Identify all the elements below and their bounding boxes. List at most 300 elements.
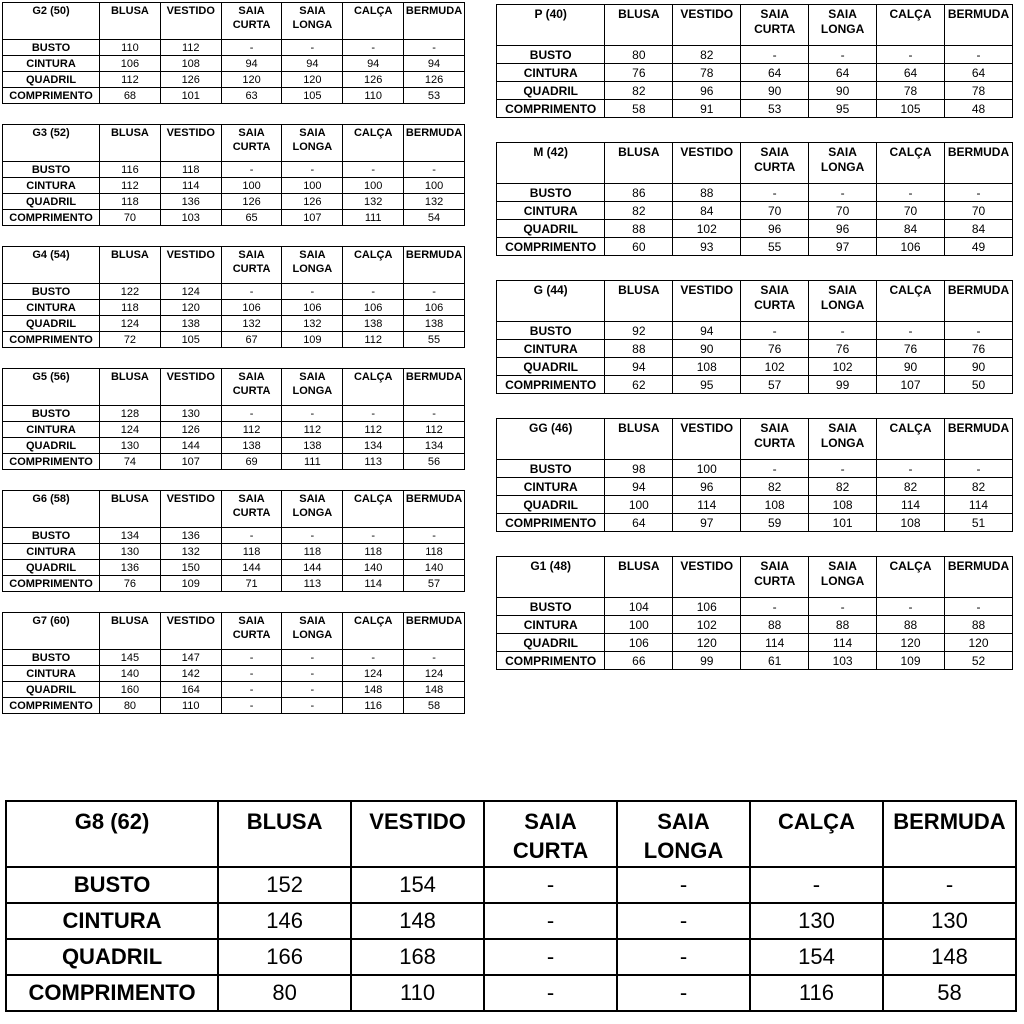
value-cell: 88 xyxy=(605,340,673,358)
value-cell: 116 xyxy=(343,698,404,714)
column-header-bermuda: BERMUDA xyxy=(404,613,465,650)
table-size-label: M (42) xyxy=(497,143,605,184)
value-cell: 58 xyxy=(605,100,673,118)
table-row-quadril xyxy=(3,438,465,454)
value-cell: 82 xyxy=(944,478,1012,496)
value-cell: 90 xyxy=(877,358,945,376)
table-row-comprimento xyxy=(497,514,1013,532)
value-cell: 57 xyxy=(741,376,809,394)
value-cell: 132 xyxy=(221,316,282,332)
value-cell: 71 xyxy=(221,576,282,592)
value-cell: 96 xyxy=(673,82,741,100)
value-cell: - xyxy=(404,284,465,300)
column-header-bermuda: BERMUDA xyxy=(404,125,465,162)
value-cell: 90 xyxy=(809,82,877,100)
value-cell: 111 xyxy=(282,454,343,470)
value-cell: - xyxy=(877,322,945,340)
column-header-saia-longa: SAIA LONGA xyxy=(282,369,343,406)
row-label-quadril: QUADRIL xyxy=(3,438,100,454)
column-header-saia-curta: SAIA CURTA xyxy=(221,125,282,162)
value-cell: - xyxy=(343,40,404,56)
value-cell: 54 xyxy=(404,210,465,226)
value-cell: 124 xyxy=(404,666,465,682)
column-header-saia-longa: SAIA LONGA xyxy=(809,5,877,46)
value-cell: 101 xyxy=(160,88,221,104)
value-cell: 62 xyxy=(605,376,673,394)
table-size-label: G7 (60) xyxy=(3,613,100,650)
value-cell: 80 xyxy=(218,975,351,1011)
value-cell: 102 xyxy=(741,358,809,376)
column-header-blusa: BLUSA xyxy=(218,801,351,867)
value-cell: - xyxy=(877,460,945,478)
value-cell: 140 xyxy=(343,560,404,576)
bottom-table-container xyxy=(5,800,1017,1012)
value-cell: 96 xyxy=(673,478,741,496)
column-header-blusa: BLUSA xyxy=(100,125,161,162)
column-header-vestido: VESTIDO xyxy=(160,125,221,162)
value-cell: 126 xyxy=(221,194,282,210)
value-cell: - xyxy=(282,40,343,56)
value-cell: - xyxy=(282,528,343,544)
row-label-comprimento: COMPRIMENTO xyxy=(497,238,605,256)
value-cell: - xyxy=(944,460,1012,478)
value-cell: 70 xyxy=(741,202,809,220)
value-cell: 120 xyxy=(877,634,945,652)
value-cell: 134 xyxy=(404,438,465,454)
value-cell: 94 xyxy=(221,56,282,72)
value-cell: - xyxy=(221,40,282,56)
column-header-bermuda: BERMUDA xyxy=(404,491,465,528)
table-size-label: G8 (62) xyxy=(6,801,218,867)
value-cell: - xyxy=(343,284,404,300)
value-cell: 118 xyxy=(221,544,282,560)
table-row-busto xyxy=(497,184,1013,202)
value-cell: 88 xyxy=(741,616,809,634)
value-cell: 116 xyxy=(750,975,883,1011)
value-cell: 100 xyxy=(673,460,741,478)
value-cell: 114 xyxy=(944,496,1012,514)
row-label-busto: BUSTO xyxy=(3,650,100,666)
column-header-vestido: VESTIDO xyxy=(160,491,221,528)
value-cell: 102 xyxy=(673,220,741,238)
size-table-g1-48 xyxy=(496,556,1013,670)
column-header-calca: CALÇA xyxy=(877,281,945,322)
value-cell: 168 xyxy=(351,939,484,975)
value-cell: 64 xyxy=(809,64,877,82)
column-header-calca: CALÇA xyxy=(877,5,945,46)
value-cell: 132 xyxy=(343,194,404,210)
value-cell: 80 xyxy=(605,46,673,64)
value-cell: 120 xyxy=(160,300,221,316)
row-label-comprimento: COMPRIMENTO xyxy=(3,210,100,226)
value-cell: 114 xyxy=(809,634,877,652)
column-header-saia-curta: SAIA CURTA xyxy=(221,3,282,40)
column-header-bermuda: BERMUDA xyxy=(883,801,1016,867)
value-cell: - xyxy=(484,903,617,939)
column-header-bermuda: BERMUDA xyxy=(404,247,465,284)
value-cell: 95 xyxy=(809,100,877,118)
value-cell: 74 xyxy=(100,454,161,470)
table-row-quadril xyxy=(497,220,1013,238)
table-row-quadril xyxy=(3,682,465,698)
value-cell: 51 xyxy=(944,514,1012,532)
column-header-vestido: VESTIDO xyxy=(673,5,741,46)
value-cell: 100 xyxy=(221,178,282,194)
table-row-busto xyxy=(3,528,465,544)
value-cell: 50 xyxy=(944,376,1012,394)
column-header-vestido: VESTIDO xyxy=(673,557,741,598)
value-cell: 94 xyxy=(673,322,741,340)
table-row-cintura xyxy=(3,544,465,560)
table-row-quadril xyxy=(497,496,1013,514)
value-cell: 144 xyxy=(282,560,343,576)
value-cell: 65 xyxy=(221,210,282,226)
value-cell: 138 xyxy=(221,438,282,454)
value-cell: - xyxy=(221,284,282,300)
value-cell: 126 xyxy=(160,422,221,438)
value-cell: 100 xyxy=(282,178,343,194)
value-cell: 60 xyxy=(605,238,673,256)
value-cell: 134 xyxy=(100,528,161,544)
value-cell: - xyxy=(282,406,343,422)
row-label-comprimento: COMPRIMENTO xyxy=(3,454,100,470)
value-cell: 138 xyxy=(343,316,404,332)
column-header-saia-curta: SAIA CURTA xyxy=(221,247,282,284)
value-cell: 124 xyxy=(100,422,161,438)
value-cell: 84 xyxy=(673,202,741,220)
row-label-comprimento: COMPRIMENTO xyxy=(3,576,100,592)
table-row-quadril xyxy=(3,316,465,332)
value-cell: 93 xyxy=(673,238,741,256)
value-cell: 61 xyxy=(741,652,809,670)
column-header-saia-longa: SAIA LONGA xyxy=(809,143,877,184)
value-cell: 107 xyxy=(282,210,343,226)
value-cell: 88 xyxy=(605,220,673,238)
table-row-comprimento xyxy=(3,454,465,470)
value-cell: 114 xyxy=(877,496,945,514)
size-table-g7-60 xyxy=(2,612,465,714)
value-cell: 103 xyxy=(160,210,221,226)
value-cell: 90 xyxy=(741,82,809,100)
row-label-quadril: QUADRIL xyxy=(3,316,100,332)
column-header-saia-curta: SAIA CURTA xyxy=(741,143,809,184)
value-cell: 66 xyxy=(605,652,673,670)
table-row-comprimento xyxy=(3,576,465,592)
value-cell: 100 xyxy=(404,178,465,194)
value-cell: 94 xyxy=(605,478,673,496)
value-cell: 99 xyxy=(673,652,741,670)
value-cell: 94 xyxy=(404,56,465,72)
value-cell: - xyxy=(741,184,809,202)
value-cell: 110 xyxy=(160,698,221,714)
column-header-blusa: BLUSA xyxy=(100,369,161,406)
value-cell: - xyxy=(741,46,809,64)
column-header-saia-longa: SAIA LONGA xyxy=(617,801,750,867)
table-row-busto xyxy=(3,162,465,178)
table-row-cintura xyxy=(497,616,1013,634)
value-cell: 166 xyxy=(218,939,351,975)
column-header-saia-curta: SAIA CURTA xyxy=(484,801,617,867)
value-cell: - xyxy=(484,975,617,1011)
value-cell: 76 xyxy=(741,340,809,358)
size-table-gg-46 xyxy=(496,418,1013,532)
table-row-comprimento xyxy=(497,100,1013,118)
column-header-saia-curta: SAIA CURTA xyxy=(741,419,809,460)
value-cell: 106 xyxy=(673,598,741,616)
value-cell: 48 xyxy=(944,100,1012,118)
table-row-quadril xyxy=(6,939,1016,975)
value-cell: 106 xyxy=(282,300,343,316)
value-cell: 120 xyxy=(673,634,741,652)
value-cell: - xyxy=(221,528,282,544)
row-label-busto: BUSTO xyxy=(497,322,605,340)
value-cell: 70 xyxy=(100,210,161,226)
value-cell: - xyxy=(282,698,343,714)
value-cell: 124 xyxy=(100,316,161,332)
column-header-blusa: BLUSA xyxy=(605,281,673,322)
value-cell: 134 xyxy=(343,438,404,454)
value-cell: - xyxy=(877,46,945,64)
value-cell: 116 xyxy=(100,162,161,178)
value-cell: 107 xyxy=(877,376,945,394)
column-header-blusa: BLUSA xyxy=(100,491,161,528)
table-row-cintura xyxy=(3,422,465,438)
table-row-comprimento xyxy=(497,652,1013,670)
value-cell: 109 xyxy=(282,332,343,348)
table-size-label: G (44) xyxy=(497,281,605,322)
column-header-vestido: VESTIDO xyxy=(673,419,741,460)
value-cell: 113 xyxy=(343,454,404,470)
value-cell: 80 xyxy=(100,698,161,714)
row-label-cintura: CINTURA xyxy=(3,422,100,438)
table-row-comprimento xyxy=(3,88,465,104)
value-cell: - xyxy=(809,46,877,64)
row-label-quadril: QUADRIL xyxy=(3,72,100,88)
value-cell: 130 xyxy=(160,406,221,422)
value-cell: 132 xyxy=(404,194,465,210)
value-cell: 84 xyxy=(877,220,945,238)
column-header-blusa: BLUSA xyxy=(605,419,673,460)
row-label-cintura: CINTURA xyxy=(497,616,605,634)
row-label-cintura: CINTURA xyxy=(497,64,605,82)
table-row-busto xyxy=(6,867,1016,903)
value-cell: 110 xyxy=(343,88,404,104)
value-cell: 112 xyxy=(404,422,465,438)
row-label-cintura: CINTURA xyxy=(3,300,100,316)
column-header-bermuda: BERMUDA xyxy=(944,143,1012,184)
value-cell: 78 xyxy=(877,82,945,100)
value-cell: 118 xyxy=(100,194,161,210)
value-cell: 55 xyxy=(404,332,465,348)
value-cell: 88 xyxy=(673,184,741,202)
value-cell: - xyxy=(809,598,877,616)
value-cell: 126 xyxy=(282,194,343,210)
column-header-calca: CALÇA xyxy=(750,801,883,867)
row-label-busto: BUSTO xyxy=(3,406,100,422)
column-header-vestido: VESTIDO xyxy=(673,143,741,184)
value-cell: - xyxy=(944,598,1012,616)
value-cell: 107 xyxy=(160,454,221,470)
value-cell: 126 xyxy=(404,72,465,88)
table-row-quadril xyxy=(3,560,465,576)
value-cell: - xyxy=(221,666,282,682)
value-cell: 105 xyxy=(160,332,221,348)
value-cell: 132 xyxy=(160,544,221,560)
size-table-g8-62 xyxy=(5,800,1017,1012)
row-label-busto: BUSTO xyxy=(6,867,218,903)
value-cell: 145 xyxy=(100,650,161,666)
row-label-busto: BUSTO xyxy=(3,284,100,300)
value-cell: 136 xyxy=(100,560,161,576)
table-size-label: G5 (56) xyxy=(3,369,100,406)
row-label-comprimento: COMPRIMENTO xyxy=(3,698,100,714)
value-cell: 104 xyxy=(605,598,673,616)
value-cell: 106 xyxy=(877,238,945,256)
row-label-quadril: QUADRIL xyxy=(6,939,218,975)
value-cell: 64 xyxy=(877,64,945,82)
value-cell: 102 xyxy=(673,616,741,634)
value-cell: - xyxy=(282,284,343,300)
value-cell: 88 xyxy=(809,616,877,634)
value-cell: 109 xyxy=(160,576,221,592)
value-cell: 76 xyxy=(100,576,161,592)
value-cell: 58 xyxy=(883,975,1016,1011)
value-cell: - xyxy=(221,682,282,698)
table-size-label: G6 (58) xyxy=(3,491,100,528)
row-label-cintura: CINTURA xyxy=(497,340,605,358)
value-cell: 112 xyxy=(282,422,343,438)
value-cell: 63 xyxy=(221,88,282,104)
row-label-comprimento: COMPRIMENTO xyxy=(497,100,605,118)
table-row-cintura xyxy=(3,300,465,316)
size-table-g2-50 xyxy=(2,2,465,104)
value-cell: 99 xyxy=(809,376,877,394)
row-label-busto: BUSTO xyxy=(497,598,605,616)
value-cell: 150 xyxy=(160,560,221,576)
table-row-busto xyxy=(3,406,465,422)
table-row-busto xyxy=(3,284,465,300)
value-cell: - xyxy=(404,528,465,544)
column-header-saia-longa: SAIA LONGA xyxy=(809,557,877,598)
value-cell: - xyxy=(809,322,877,340)
left-table-column xyxy=(2,2,465,734)
column-header-vestido: VESTIDO xyxy=(160,3,221,40)
value-cell: 132 xyxy=(282,316,343,332)
table-row-busto xyxy=(497,46,1013,64)
value-cell: 114 xyxy=(343,576,404,592)
column-header-saia-longa: SAIA LONGA xyxy=(282,613,343,650)
value-cell: 90 xyxy=(673,340,741,358)
value-cell: 112 xyxy=(343,422,404,438)
value-cell: 106 xyxy=(605,634,673,652)
value-cell: 49 xyxy=(944,238,1012,256)
table-size-label: G4 (54) xyxy=(3,247,100,284)
column-header-vestido: VESTIDO xyxy=(351,801,484,867)
column-header-calca: CALÇA xyxy=(343,3,404,40)
table-row-comprimento xyxy=(497,376,1013,394)
column-header-saia-curta: SAIA CURTA xyxy=(221,613,282,650)
value-cell: 160 xyxy=(100,682,161,698)
row-label-cintura: CINTURA xyxy=(3,666,100,682)
value-cell: 97 xyxy=(673,514,741,532)
value-cell: - xyxy=(809,184,877,202)
value-cell: 96 xyxy=(809,220,877,238)
table-row-comprimento xyxy=(497,238,1013,256)
value-cell: - xyxy=(484,867,617,903)
table-row-busto xyxy=(3,650,465,666)
row-label-comprimento: COMPRIMENTO xyxy=(6,975,218,1011)
column-header-blusa: BLUSA xyxy=(605,143,673,184)
value-cell: 130 xyxy=(100,544,161,560)
value-cell: 100 xyxy=(605,496,673,514)
column-header-saia-curta: SAIA CURTA xyxy=(741,281,809,322)
column-header-bermuda: BERMUDA xyxy=(944,5,1012,46)
column-header-calca: CALÇA xyxy=(877,557,945,598)
value-cell: 120 xyxy=(944,634,1012,652)
value-cell: - xyxy=(617,867,750,903)
row-label-quadril: QUADRIL xyxy=(3,560,100,576)
table-row-busto xyxy=(497,460,1013,478)
value-cell: - xyxy=(877,184,945,202)
value-cell: 130 xyxy=(883,903,1016,939)
row-label-busto: BUSTO xyxy=(497,460,605,478)
value-cell: 118 xyxy=(282,544,343,560)
value-cell: 110 xyxy=(351,975,484,1011)
value-cell: - xyxy=(282,666,343,682)
value-cell: - xyxy=(944,184,1012,202)
table-row-cintura xyxy=(497,340,1013,358)
table-row-quadril xyxy=(497,634,1013,652)
value-cell: - xyxy=(944,322,1012,340)
column-header-vestido: VESTIDO xyxy=(160,247,221,284)
value-cell: - xyxy=(484,939,617,975)
value-cell: 148 xyxy=(351,903,484,939)
column-header-calca: CALÇA xyxy=(343,369,404,406)
value-cell: 118 xyxy=(404,544,465,560)
value-cell: - xyxy=(617,903,750,939)
value-cell: 112 xyxy=(100,178,161,194)
column-header-bermuda: BERMUDA xyxy=(404,3,465,40)
value-cell: 64 xyxy=(741,64,809,82)
column-header-saia-longa: SAIA LONGA xyxy=(282,3,343,40)
table-row-comprimento xyxy=(3,210,465,226)
value-cell: 92 xyxy=(605,322,673,340)
table-size-label: G2 (50) xyxy=(3,3,100,40)
value-cell: - xyxy=(221,162,282,178)
column-header-saia-longa: SAIA LONGA xyxy=(809,419,877,460)
value-cell: 140 xyxy=(100,666,161,682)
value-cell: 76 xyxy=(877,340,945,358)
value-cell: - xyxy=(282,682,343,698)
value-cell: 148 xyxy=(343,682,404,698)
value-cell: 94 xyxy=(282,56,343,72)
value-cell: - xyxy=(343,162,404,178)
row-label-cintura: CINTURA xyxy=(3,544,100,560)
value-cell: 106 xyxy=(404,300,465,316)
value-cell: - xyxy=(404,406,465,422)
value-cell: - xyxy=(617,975,750,1011)
value-cell: 94 xyxy=(343,56,404,72)
size-table-g6-58 xyxy=(2,490,465,592)
value-cell: 112 xyxy=(343,332,404,348)
table-size-label: P (40) xyxy=(497,5,605,46)
value-cell: 70 xyxy=(944,202,1012,220)
row-label-busto: BUSTO xyxy=(3,162,100,178)
value-cell: 86 xyxy=(605,184,673,202)
column-header-blusa: BLUSA xyxy=(100,3,161,40)
value-cell: 126 xyxy=(343,72,404,88)
value-cell: 88 xyxy=(877,616,945,634)
